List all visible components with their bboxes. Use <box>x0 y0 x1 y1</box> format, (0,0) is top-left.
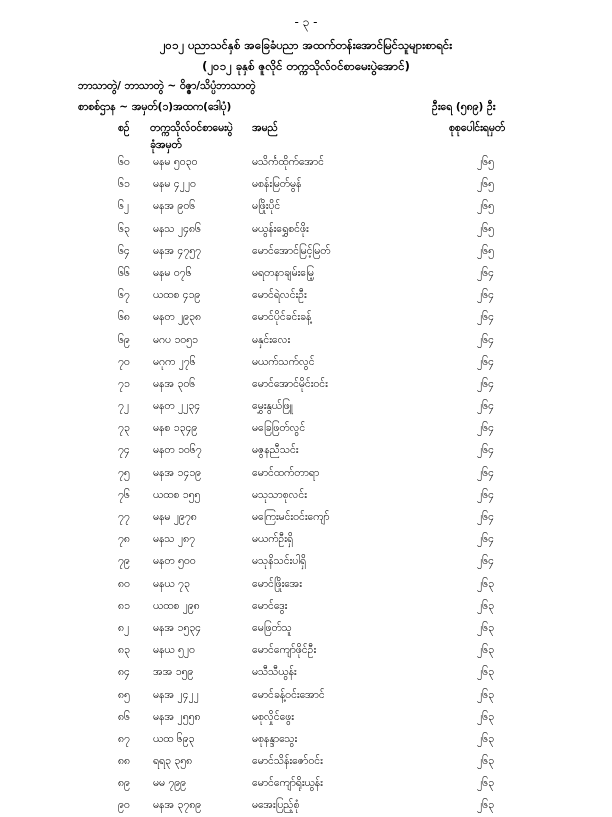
roll-number: မနအ ၁၄၁၉ <box>153 466 202 479</box>
table-row <box>0 329 612 351</box>
roll-number: မနတ ၅၀၀ <box>153 555 196 568</box>
serial-no: ၈၁ <box>118 599 130 612</box>
serial-no: ၇၅ <box>118 466 130 479</box>
roll-number: မနအ ၄၇၅၇ <box>153 244 202 257</box>
serial-no: ၈၇ <box>118 732 130 745</box>
table-row <box>0 284 612 306</box>
table-row <box>0 439 612 461</box>
table-row <box>0 617 612 639</box>
candidate-name: မောင်ဖြိုးအေး <box>252 577 302 590</box>
total-marks: ၂၆၃ <box>477 777 494 790</box>
results-table <box>0 151 612 817</box>
total-marks: ၂၆၃ <box>477 688 494 701</box>
total-marks: ၂၆၃ <box>477 577 494 590</box>
total-marks: ၂၆၄ <box>477 289 494 302</box>
roll-number: ယထစ ၄၁၉ <box>153 289 201 302</box>
table-row <box>0 173 612 195</box>
roll-number: မနယ ၇၃ <box>153 577 190 590</box>
total-marks: ၂၆၅ <box>477 200 494 213</box>
candidate-name: မောင်အောင်မိုင်းဝင်း <box>252 377 328 390</box>
total-marks: ၂၆၄ <box>477 266 494 279</box>
header-serial-no: စဉ် <box>118 122 130 134</box>
total-marks: ၂၆၃ <box>477 755 494 768</box>
serial-no: ၆၀ <box>118 156 130 168</box>
candidate-name: မခြေဖြတ်လွင် <box>252 422 306 435</box>
table-row <box>0 639 612 661</box>
table-row <box>0 506 612 528</box>
candidate-name: မယွန်းရွှေစင်ဖိုး <box>252 222 309 235</box>
candidate-name: မစုလှိုင်ဖွေး <box>252 710 294 723</box>
candidate-name: မယက်ဦးရှိ <box>252 533 293 546</box>
roll-number: မနတ ၁၀၆၇ <box>153 444 202 457</box>
table-row <box>0 684 612 706</box>
table-row <box>0 550 612 572</box>
roll-number: မဂုက ၂၇၆ <box>153 355 196 368</box>
serial-no: ၇၈ <box>118 533 130 546</box>
total-marks: ၂၆၃ <box>477 710 494 723</box>
total-marks: ၂၆၄ <box>477 333 494 346</box>
total-marks: ၂၆၃ <box>477 799 494 812</box>
total-marks: ၂၆၅ <box>477 178 494 191</box>
serial-no: ၈၀ <box>118 577 130 590</box>
table-row <box>0 595 612 617</box>
serial-no: ၉၀ <box>118 799 130 812</box>
total-marks: ၂၆၄ <box>477 355 494 368</box>
candidate-name: မောင်ကျော်ရိုးယွန်း <box>252 777 323 790</box>
candidate-name: မစုနန္ဒာသွေး <box>252 732 298 745</box>
roll-number: မနစ ၁၃၄၉ <box>153 422 198 435</box>
header-total-marks: စုစုပေါင်းရမှတ် <box>449 122 506 134</box>
roll-number: မနအ ၂၄၂၂ <box>153 688 199 701</box>
serial-no: ၆၉ <box>118 333 130 346</box>
table-row <box>0 772 612 794</box>
serial-no: ၇၆ <box>118 488 130 501</box>
candidate-name: မစန်းမြတ်မွန် <box>252 178 302 191</box>
candidate-name: မသိင်္ကထိုက်အောင် <box>252 156 324 168</box>
serial-no: ၈၅ <box>118 688 130 701</box>
roll-number: မနအ ၉၀၆ <box>153 200 196 213</box>
header-roll-number-line2: ခုံအမှတ် <box>150 139 182 151</box>
serial-no: ၈၆ <box>118 710 130 723</box>
serial-no: ၇၇ <box>118 511 130 523</box>
candidate-name: မဖြိုးပိုင် <box>252 200 281 213</box>
exam-center: စာစစ်ဌာန ~ အမှတ်(၁)အထက(ဒေါပုံ) <box>78 101 232 113</box>
total-marks: ၂၆၃ <box>477 621 494 634</box>
roll-number: ယထ ၆၉၃ <box>153 732 195 745</box>
total-marks: ၂၆၄ <box>477 511 494 523</box>
total-marks: ၂၆၄ <box>477 377 494 390</box>
candidate-name: မသီသီယွန်း <box>252 666 297 679</box>
table-row <box>0 728 612 750</box>
candidate-name: မွှေးနွယ်ဖြူ <box>252 400 293 413</box>
roll-number: မနမ ၂၉၇၈ <box>153 511 197 523</box>
serial-no: ၇၁ <box>118 377 130 390</box>
candidate-count: ဦးရေ (၅၈၉) ဦး <box>432 101 496 113</box>
table-row <box>0 395 612 417</box>
roll-number: ရရ၃ ၃၅၈ <box>153 755 193 768</box>
serial-no: ၆၁ <box>118 178 130 191</box>
candidate-name: မအေးပြည့်စုံ <box>252 799 300 812</box>
serial-no: ၈၉ <box>118 777 130 790</box>
candidate-name: မယက်သက်လွင် <box>252 355 315 368</box>
table-row <box>0 262 612 284</box>
roll-number: မမ ၇၉၉ <box>153 777 187 790</box>
candidate-name: မောင်ဒွေး <box>252 599 288 612</box>
total-marks: ၂၆၄ <box>477 533 494 546</box>
serial-no: ၆၈ <box>118 311 130 324</box>
table-row <box>0 573 612 595</box>
subject-combination: ဘာသာတွဲ/ ဘာသာတွဲ ~ ဝိဇ္ဇာ/သိပ္ပံဘာသာတွဲ <box>78 80 256 92</box>
table-row <box>0 306 612 328</box>
serial-no: ၈၃ <box>118 644 130 657</box>
serial-no: ၇၀ <box>118 355 130 368</box>
table-row <box>0 706 612 728</box>
total-marks: ၂၆၅ <box>477 244 494 257</box>
total-marks: ၂၆၄ <box>477 555 494 568</box>
serial-no: ၇၃ <box>118 422 130 435</box>
candidate-name: မောင်ထက်တာရာ <box>252 466 320 479</box>
candidate-name: မောင်သိန်းဇော်ဝင်း <box>252 755 323 768</box>
serial-no: ၆၆ <box>118 266 130 279</box>
serial-no: ၆၂ <box>118 200 130 213</box>
roll-number: မနအ ၃၀၆ <box>153 377 196 390</box>
table-row <box>0 195 612 217</box>
table-row <box>0 351 612 373</box>
total-marks: ၂၆၃ <box>477 732 494 745</box>
candidate-name: မောင်အောင်မြင့်မြတ် <box>252 244 331 257</box>
roll-number: ယထစ ၂၉၈ <box>153 599 200 612</box>
candidate-name: မောင်ကျော်ဖိုင်ဦး <box>252 644 317 657</box>
candidate-name: မဇွနညီသင်း <box>252 444 299 457</box>
roll-number: မနမ ၅၀၃၀ <box>153 156 198 168</box>
candidate-name: မရတနာချမ်းမြေ့ <box>252 266 314 279</box>
serial-no: ၆၃ <box>118 222 130 235</box>
table-row <box>0 240 612 262</box>
roll-number: မနသ ၂၄၈၆ <box>153 222 201 235</box>
serial-no: ၆၇ <box>118 289 130 302</box>
roll-number: မနတ ၂၂၃၄ <box>153 400 201 413</box>
candidate-name: မောင်ရဲလင်းဦး <box>252 289 307 302</box>
roll-number: မနမ ၀၇၆ <box>153 266 192 279</box>
roll-number: မနမ ၄၂၂၀ <box>153 178 196 191</box>
total-marks: ၂၆၄ <box>477 311 494 324</box>
table-row <box>0 484 612 506</box>
roll-number: မနအ ၁၅၃၄ <box>153 621 202 634</box>
table-row <box>0 462 612 484</box>
serial-no: ၈၄ <box>118 666 130 679</box>
total-marks: ၂၆၃ <box>477 599 494 612</box>
candidate-name: မနှင်းလေး <box>252 333 291 346</box>
total-marks: ၂၆၄ <box>477 444 494 457</box>
roll-number: အအ ၁၅၉ <box>153 666 194 679</box>
serial-no: ၇၉ <box>118 555 130 568</box>
total-marks: ၂၆၃ <box>477 666 494 679</box>
table-row <box>0 151 612 173</box>
header-name: အမည် <box>252 122 278 134</box>
table-row <box>0 417 612 439</box>
candidate-name: မကြေးမင်းဝင်းကျော် <box>252 511 330 523</box>
total-marks: ၂၆၄ <box>477 422 494 435</box>
table-row <box>0 794 612 816</box>
roll-number: မနသ ၂၈၇ <box>153 533 195 546</box>
table-row <box>0 750 612 772</box>
total-marks: ၂၆၄ <box>477 466 494 479</box>
total-marks: ၂၆၃ <box>477 644 494 657</box>
page-number: - ၃ - <box>294 15 318 29</box>
serial-no: ၇၂ <box>118 400 130 413</box>
document-subtitle: (၂၀၁၂ ခုနှစ် ဇူလိုင် တက္ကသိုလ်ဝင်စာမေးပွဲအောင်) <box>202 59 410 73</box>
roll-number: မနအ ၃၇၈၉ <box>153 799 202 812</box>
total-marks: ၂၆၄ <box>477 488 494 501</box>
roll-number: မနအ ၂၅၅၈ <box>153 710 201 723</box>
total-marks: ၂၆၅ <box>477 156 494 168</box>
table-row <box>0 373 612 395</box>
table-row <box>0 528 612 550</box>
candidate-name: မေဖြတ်သူ <box>252 621 292 634</box>
candidate-name: မောင်ပိုင်ခင်းခန့် <box>252 311 312 324</box>
total-marks: ၂၆၅ <box>477 222 494 235</box>
candidate-name: မသုသာစုလင်း <box>252 488 307 501</box>
document-title: ၂၀၁၂ ပညာသင်နှစ် အခြေခံပညာ အထက်တန်းအောင်မြင်သူများစာရင်း <box>159 38 453 52</box>
serial-no: ၇၄ <box>118 444 130 457</box>
header-roll-number: တက္ကသိုလ်ဝင်စာမေးပွဲ <box>150 122 233 134</box>
roll-number: ယထစ ၁၅၅ <box>153 488 201 501</box>
roll-number: မနတ ၂၉၃၈ <box>153 311 201 324</box>
roll-number: မနယ ၅၂၀ <box>153 644 195 657</box>
candidate-name: မသုနိသင်းပါရှိ <box>252 555 307 568</box>
total-marks: ၂၆၄ <box>477 400 494 413</box>
serial-no: ၈၂ <box>118 621 130 634</box>
roll-number: မဂပ ၁၀၅၁ <box>153 333 198 346</box>
table-row <box>0 218 612 240</box>
serial-no: ၆၄ <box>118 244 130 257</box>
serial-no: ၈၈ <box>118 755 130 768</box>
table-row <box>0 661 612 683</box>
candidate-name: မောင်ခန့်ဝင်းအောင် <box>252 688 325 701</box>
